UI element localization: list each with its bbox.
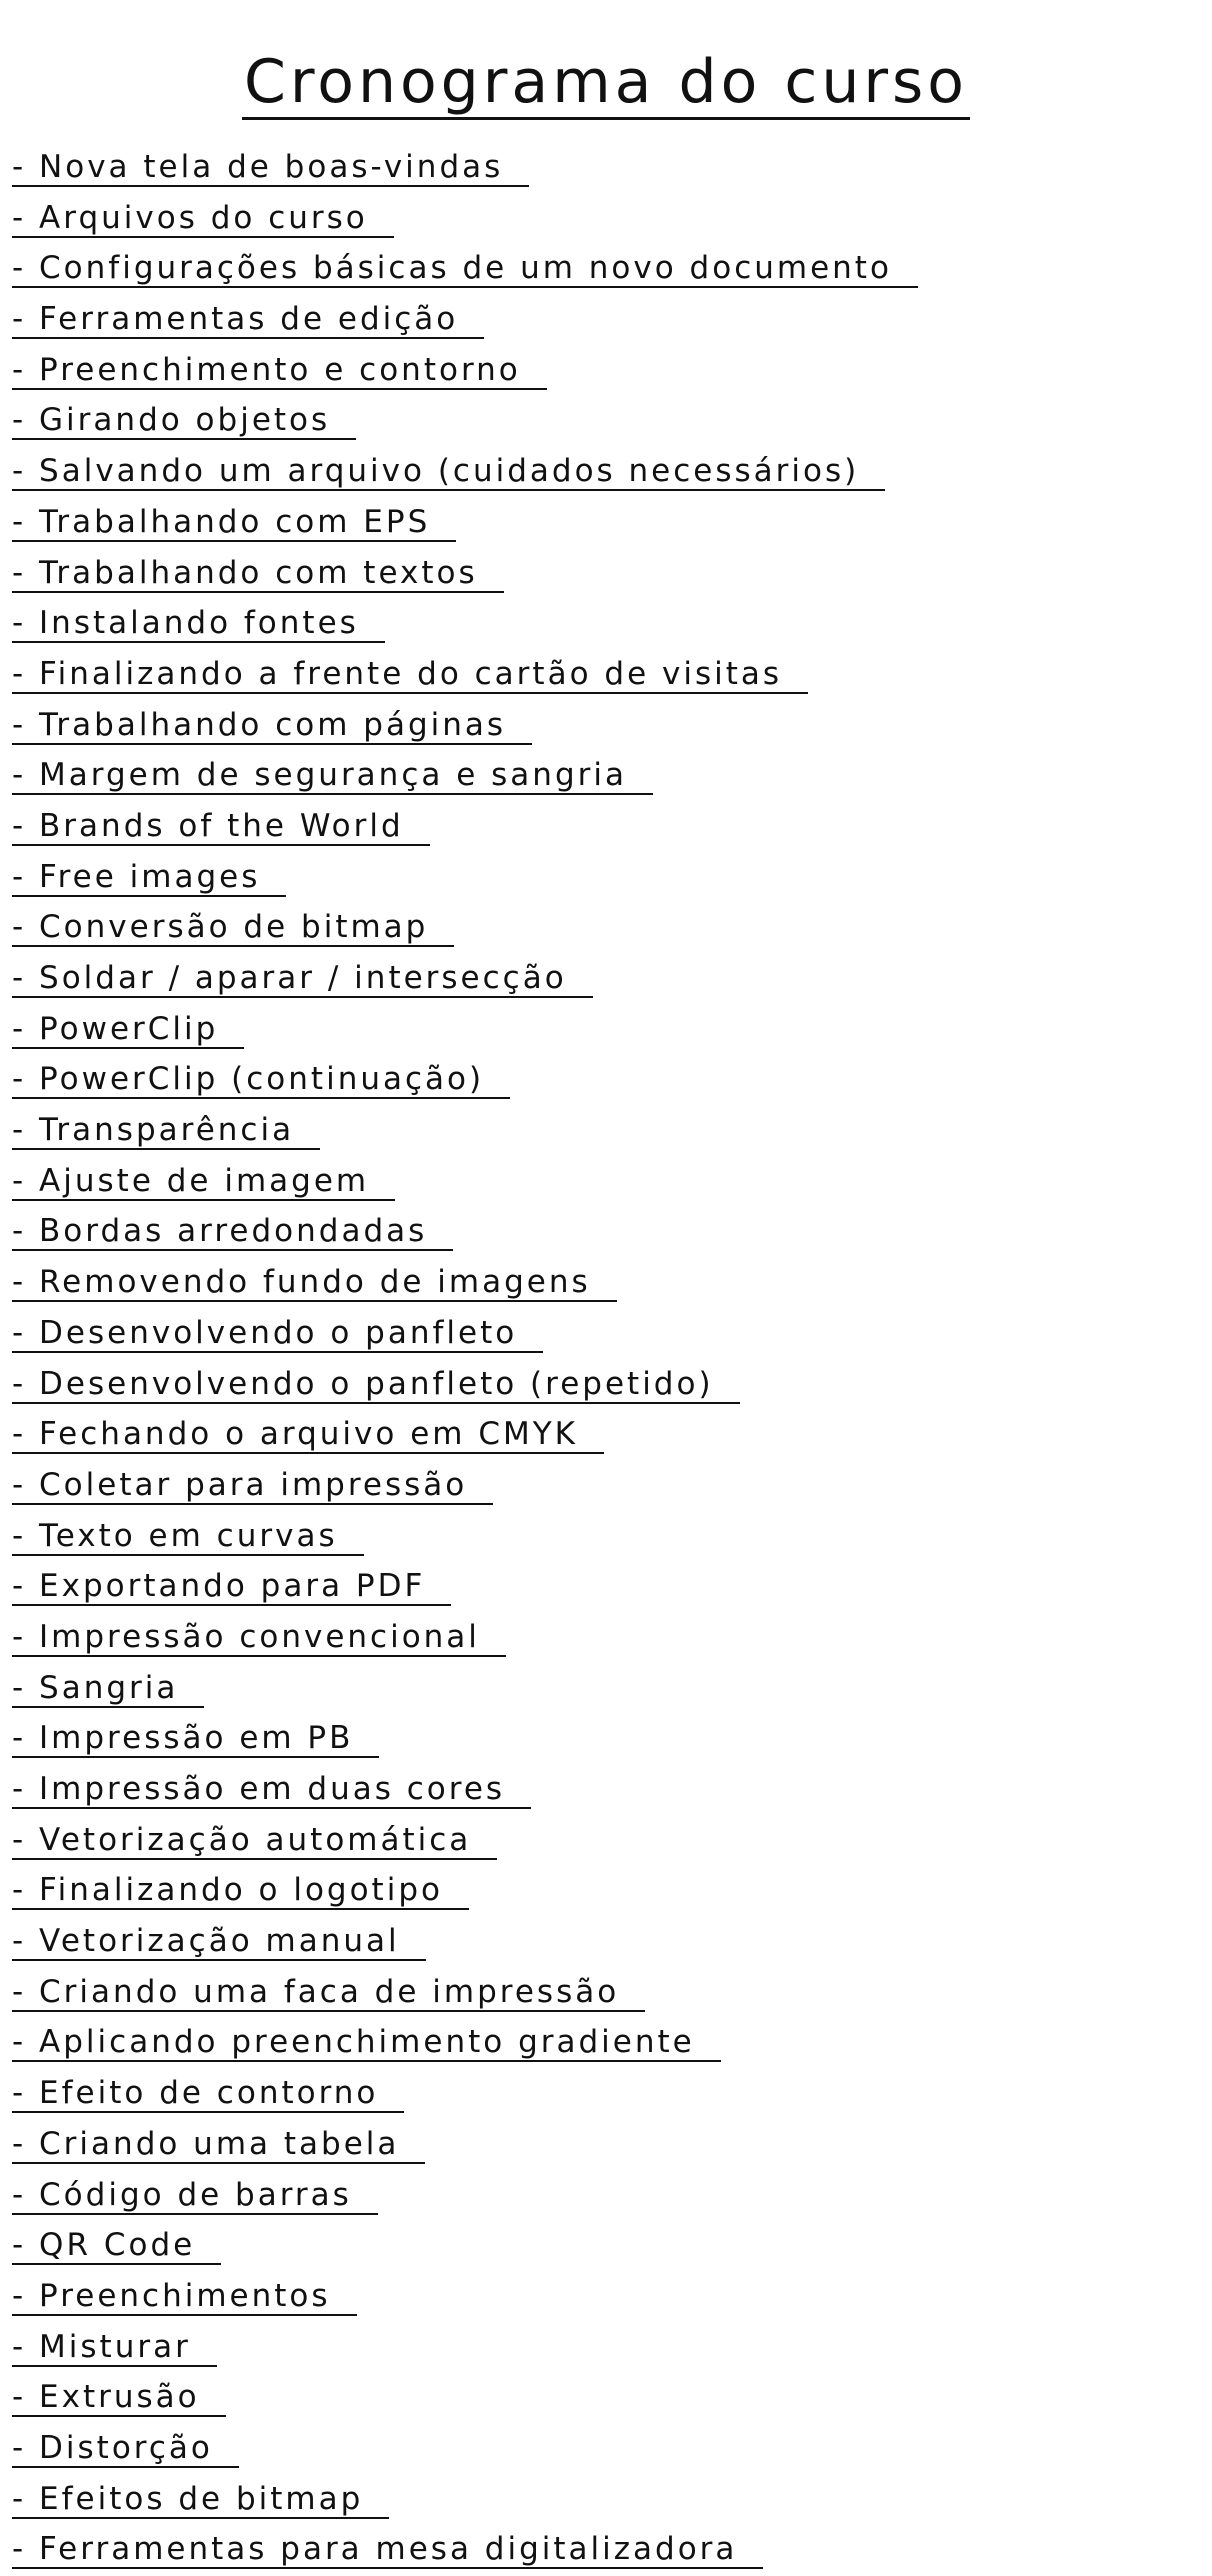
list-item-text: - Conversão de bitmap bbox=[12, 909, 454, 947]
list-item bbox=[12, 1512, 918, 1563]
list-item-text: - PowerClip bbox=[12, 1011, 244, 1049]
list-item-text: - Impressão convencional bbox=[12, 1619, 506, 1657]
list-item-text: - Impressão em duas cores bbox=[12, 1771, 531, 1809]
list-item bbox=[12, 1055, 918, 1106]
list-item bbox=[12, 2018, 918, 2069]
list-item-text: - Extrusão bbox=[12, 2379, 226, 2417]
list-item-text: - Vetorização manual bbox=[12, 1923, 426, 1961]
list-item-text: - Girando objetos bbox=[12, 402, 356, 440]
list-item-text: - Salvando um arquivo (cuidados necessários) bbox=[12, 453, 885, 491]
list-item-text: - Configurações básicas de um novo documento bbox=[12, 250, 918, 288]
list-item-text: - Free images bbox=[12, 859, 286, 897]
page-title-text: Cronograma do curso bbox=[242, 47, 970, 120]
list-item-text: - Fechando o arquivo em CMYK bbox=[12, 1416, 604, 1454]
list-item-text: - Texto em curvas bbox=[12, 1518, 364, 1556]
list-item bbox=[12, 1157, 918, 1208]
list-item bbox=[12, 1562, 918, 1613]
list-item bbox=[12, 1917, 918, 1968]
list-item-text: - Misturar bbox=[12, 2329, 217, 2367]
list-item bbox=[12, 903, 918, 954]
list-item bbox=[12, 2525, 918, 2576]
list-item bbox=[12, 1765, 918, 1816]
list-item bbox=[12, 244, 918, 295]
list-item-text: - Desenvolvendo o panfleto bbox=[12, 1315, 543, 1353]
list-item-text: - Ferramentas de edição bbox=[12, 301, 484, 339]
list-item bbox=[12, 2475, 918, 2526]
list-item bbox=[12, 751, 918, 802]
list-item bbox=[12, 954, 918, 1005]
course-schedule-list bbox=[12, 143, 918, 2576]
list-item-text: - QR Code bbox=[12, 2227, 221, 2265]
list-item-text: - Sangria bbox=[12, 1670, 204, 1708]
list-item bbox=[12, 1005, 918, 1056]
list-item bbox=[12, 2069, 918, 2120]
list-item bbox=[12, 650, 918, 701]
list-item bbox=[12, 1309, 918, 1360]
list-item-text: - Finalizando a frente do cartão de visitas bbox=[12, 656, 808, 694]
list-item bbox=[12, 2424, 918, 2475]
list-item bbox=[12, 802, 918, 853]
list-item bbox=[12, 2373, 918, 2424]
list-item bbox=[12, 599, 918, 650]
list-item-text: - Exportando para PDF bbox=[12, 1568, 451, 1606]
list-item-text: - Desenvolvendo o panfleto (repetido) bbox=[12, 1366, 740, 1404]
list-item-text: - Efeito de contorno bbox=[12, 2075, 404, 2113]
list-item bbox=[12, 549, 918, 600]
list-item-text: - Código de barras bbox=[12, 2177, 378, 2215]
list-item-text: - Efeitos de bitmap bbox=[12, 2481, 389, 2519]
list-item bbox=[12, 1613, 918, 1664]
list-item bbox=[12, 295, 918, 346]
list-item-text: - Instalando fontes bbox=[12, 605, 385, 643]
list-item-text: - Coletar para impressão bbox=[12, 1467, 493, 1505]
list-item-text: - Bordas arredondadas bbox=[12, 1213, 453, 1251]
list-item-text: - Trabalhando com EPS bbox=[12, 504, 456, 542]
list-item-text: - Distorção bbox=[12, 2430, 239, 2468]
page-title bbox=[0, 44, 1212, 120]
list-item bbox=[12, 498, 918, 549]
list-item bbox=[12, 1968, 918, 2019]
list-item bbox=[12, 346, 918, 397]
list-item-text: - Trabalhando com páginas bbox=[12, 707, 532, 745]
list-item bbox=[12, 2272, 918, 2323]
list-item-text: - Soldar / aparar / intersecção bbox=[12, 960, 593, 998]
list-item bbox=[12, 1106, 918, 1157]
list-item-text: - Removendo fundo de imagens bbox=[12, 1264, 617, 1302]
list-item-text: - Ajuste de imagem bbox=[12, 1163, 395, 1201]
list-item-text: - Criando uma faca de impressão bbox=[12, 1974, 645, 2012]
list-item bbox=[12, 1360, 918, 1411]
list-item-text: - Ferramentas para mesa digitalizadora bbox=[12, 2531, 763, 2569]
list-item bbox=[12, 396, 918, 447]
list-item bbox=[12, 1664, 918, 1715]
list-item bbox=[12, 2120, 918, 2171]
list-item bbox=[12, 1461, 918, 1512]
list-item bbox=[12, 1258, 918, 1309]
list-item-text: - Transparência bbox=[12, 1112, 320, 1150]
list-item-text: - Vetorização automática bbox=[12, 1822, 497, 1860]
list-item bbox=[12, 447, 918, 498]
list-item bbox=[12, 1714, 918, 1765]
list-item bbox=[12, 2323, 918, 2374]
list-item bbox=[12, 2171, 918, 2222]
list-item-text: - Preenchimentos bbox=[12, 2278, 357, 2316]
list-item bbox=[12, 853, 918, 904]
list-item bbox=[12, 1866, 918, 1917]
list-item bbox=[12, 143, 918, 194]
list-item-text: - Preenchimento e contorno bbox=[12, 352, 547, 390]
list-item bbox=[12, 194, 918, 245]
list-item-text: - Finalizando o logotipo bbox=[12, 1872, 469, 1910]
list-item-text: - Criando uma tabela bbox=[12, 2126, 425, 2164]
list-item-text: - Aplicando preenchimento gradiente bbox=[12, 2024, 721, 2062]
list-item bbox=[12, 701, 918, 752]
list-item bbox=[12, 1816, 918, 1867]
list-item-text: - Margem de segurança e sangria bbox=[12, 757, 653, 795]
list-item-text: - PowerClip (continuação) bbox=[12, 1061, 510, 1099]
list-item bbox=[12, 2221, 918, 2272]
list-item-text: - Nova tela de boas-vindas bbox=[12, 149, 529, 187]
list-item-text: - Trabalhando com textos bbox=[12, 555, 504, 593]
list-item-text: - Brands of the World bbox=[12, 808, 430, 846]
list-item bbox=[12, 1207, 918, 1258]
list-item bbox=[12, 1410, 918, 1461]
list-item-text: - Arquivos do curso bbox=[12, 200, 394, 238]
list-item-text: - Impressão em PB bbox=[12, 1720, 379, 1758]
